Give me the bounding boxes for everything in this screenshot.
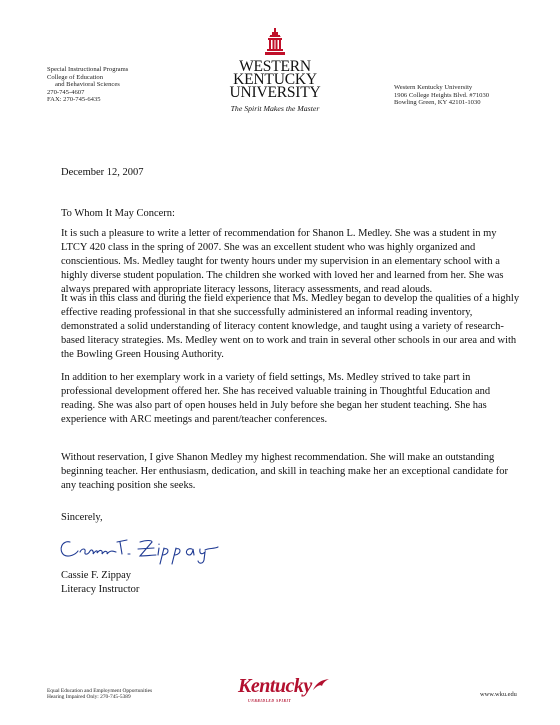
wordmark-line: KENTUCKY [233,71,317,88]
wordmark-line: UNIVERSITY [229,84,321,101]
department-phone: 270-745-4607 [47,88,85,96]
paragraph: Without reservation, I give Shanon Medley my highest recommendation. She will make an outstanding beginning teacher. Her enthusiasm, dedication, and skill in teaching make her an exceptional candidate for any teaching position she seeks. [61,452,508,491]
university-wordmark [222,60,328,99]
wordmark-line: WESTERN [239,58,311,75]
handwritten-signature [56,528,246,566]
salutation: To Whom It May Concern: [61,208,175,219]
closing: Sincerely, [61,512,103,523]
department-line: and Behavioral Sciences [55,81,120,89]
signer-block [61,569,139,597]
address-line: 1906 College Heights Blvd. #71030 [394,91,490,99]
letter-date: December 12, 2007 [61,167,144,178]
university-logo [222,28,328,113]
footer-line: Equal Education and Employment Opportunities [47,688,153,694]
address-line: Bowling Green, KY 42101-1030 [394,99,481,107]
kentucky-logo [238,675,330,709]
kentucky-tagline: UNBRIDLED SPIRIT [248,699,292,703]
department-line: Special Instructional Programs [47,66,129,73]
department-line: College of Education [47,73,104,81]
department-info [47,66,128,104]
kentucky-wordmark: Kentucky [238,675,312,697]
paragraph: In addition to her exemplary work in a variety of field settings, Ms. Medley strived to take part in professional development offered her. She has received valuable training in Thoughtful Education and reading. She was also part of open houses held in July before she began her student teaching. She has experience with ARC meetings and parent/teacher conferences. [61,372,491,425]
signer-name: Cassie F. Zippay [61,570,132,581]
university-tagline: The Spirit Makes the Master [230,104,320,113]
signer-title: Literacy Instructor [61,584,140,595]
horse-swoosh-icon [312,678,330,692]
footer-notice [47,688,152,701]
website-url: www.wku.edu [480,691,517,698]
footer-line: Hearing Impaired Only: 270-745-5389 [47,694,131,701]
paragraph: It is such a pleasure to write a letter of recommendation for Shanon L. Medley. She was a student in my LTCY 420 class in the spring of 2007. She was an excellent student who was highly organized and conscientious. Ms. Medley taught for twenty hours under my supervision in an elementary school with a highly diverse student population. The children she worked with loved her and learned from her. She was always prepared with appropriate literacy lessons, literacy assessments, and read alouds. [61,228,504,295]
address-line: Western Kentucky University [394,84,473,91]
paragraph: It was in this class and during the field experience that Ms. Medley began to develop the qualities of a highly effective reading professional in that she successfully administered an informal reading inventory, demonstrated a solid understanding of literacy content knowledge, and taught using a variety of research-based literacy strategies. Ms. Medley went on to work and train in several other schools in our area and with the Bowling Green Housing Authority. [61,293,520,360]
department-fax: FAX: 270-745-6435 [47,96,101,104]
cupola-icon [263,28,287,58]
university-address [394,84,489,107]
